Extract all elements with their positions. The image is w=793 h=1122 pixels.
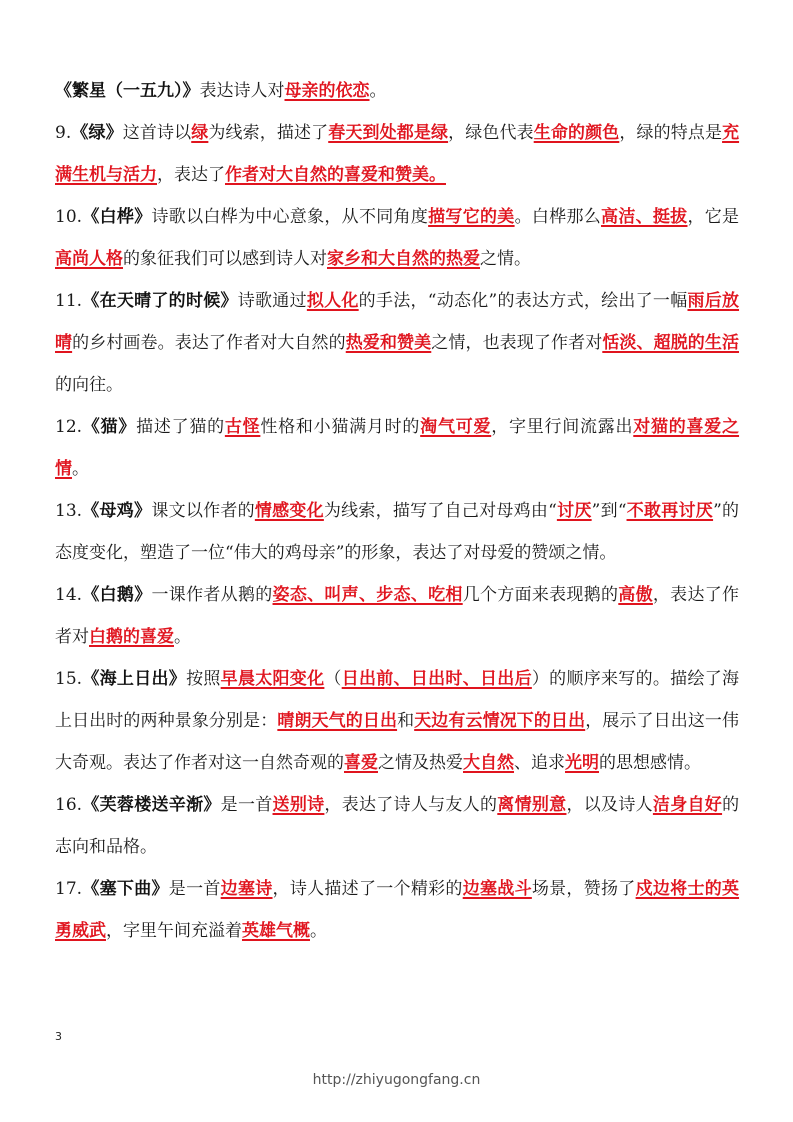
- text-segment: ”的态度变化，塑造了一位“伟大的鸡母亲”的形象，表达了对母爱的赞颂之情。: [55, 501, 740, 563]
- paragraph: [55, 490, 739, 574]
- text-segment: 。: [72, 459, 89, 479]
- text-segment: 。白桦那么: [514, 207, 602, 227]
- footer-url[interactable]: http://zhiyugongfang.cn: [312, 1072, 481, 1088]
- text-segment: ，诗人描述了一个精彩的: [272, 879, 463, 899]
- text-segment: 一课作者从鹅的: [151, 585, 273, 605]
- highlight-answer: 绿: [191, 123, 209, 143]
- text-segment: 13.: [55, 501, 83, 521]
- text-segment: 9.: [55, 123, 72, 143]
- text-segment: ，表达了: [157, 165, 225, 185]
- paragraph: [55, 574, 739, 658]
- lesson-title: 《塞下曲》: [82, 879, 169, 899]
- text-segment: 10.: [55, 207, 83, 227]
- highlight-answer: 天边有云情况下的日出: [414, 711, 586, 731]
- highlight-answer: 雨后放晴: [55, 291, 740, 353]
- text-segment: ，它是: [687, 207, 740, 227]
- lesson-title: 《白桦》: [82, 207, 152, 227]
- highlight-answer: 作者对大自然的喜爱和赞美。: [225, 165, 446, 185]
- text-segment: 、追求: [514, 753, 565, 773]
- text-segment: ，绿的特点是: [619, 123, 723, 143]
- text-segment: 。: [310, 921, 327, 941]
- text-segment: ，字里行间流露出: [491, 417, 634, 437]
- lesson-title: 《猫》: [82, 417, 137, 437]
- text-segment: 之情。: [480, 249, 531, 269]
- text-segment: 表达诗人对: [199, 81, 285, 101]
- text-segment: 几个方面来表现鹅的: [462, 585, 619, 605]
- highlight-answer: 晴朗天气的日出: [277, 711, 398, 731]
- text-segment: 描述了猫的: [136, 417, 225, 437]
- highlight-answer: 早晨太阳变化: [220, 669, 325, 689]
- text-segment: 的象征我们可以感到诗人对: [123, 249, 327, 269]
- text-segment: ，以及诗人: [566, 795, 653, 815]
- highlight-answer: 日出前、日出时、日出后: [341, 669, 532, 689]
- text-segment: 为线索，描述了: [208, 123, 329, 143]
- text-segment: 诗歌通过: [237, 291, 307, 311]
- paragraph: [55, 868, 739, 952]
- paragraph: [55, 70, 739, 112]
- text-segment: 14.: [55, 585, 83, 605]
- highlight-answer: 喜爱: [344, 753, 378, 773]
- text-segment: 是一首: [168, 879, 221, 899]
- paragraph: [55, 658, 739, 784]
- highlight-answer: 边塞诗: [220, 879, 273, 899]
- lesson-title: 《在天晴了的时候》: [82, 291, 238, 311]
- text-segment: 16.: [55, 795, 83, 815]
- highlight-answer: 描写它的美: [428, 207, 515, 227]
- text-segment: 这首诗以: [122, 123, 192, 143]
- paragraph: [55, 784, 739, 868]
- text-segment: 性格和小猫满月时的: [260, 417, 421, 437]
- text-segment: 。: [369, 81, 387, 101]
- page-number: 3: [55, 1030, 62, 1043]
- text-segment: 课文以作者的: [151, 501, 255, 521]
- highlight-answer: 不敢再讨厌: [626, 501, 714, 521]
- highlight-answer: 戍边将士的英勇威武: [55, 879, 740, 941]
- text-segment: ，表达了作者对: [55, 585, 740, 647]
- text-segment: ”到“: [591, 501, 627, 521]
- text-segment: （: [324, 669, 342, 689]
- highlight-answer: 古怪: [224, 417, 261, 437]
- paragraph: [55, 112, 739, 196]
- text-segment: 17.: [55, 879, 83, 899]
- text-segment: 15.: [55, 669, 83, 689]
- text-segment: 和: [397, 711, 415, 731]
- highlight-answer: 讨厌: [556, 501, 592, 521]
- text-segment: ，绿色代表: [448, 123, 534, 143]
- text-segment: 12.: [55, 417, 83, 437]
- highlight-answer: 高洁、挺拔: [601, 207, 688, 227]
- text-segment: 的乡村画卷。表达了作者对大自然的: [72, 333, 346, 353]
- text-segment: 的志向和品格。: [55, 795, 740, 857]
- highlight-answer: 送别诗: [272, 795, 325, 815]
- highlight-answer: 姿态、叫声、步态、吃相: [272, 585, 463, 605]
- lesson-title: 《繁星（一五九）》: [55, 81, 200, 101]
- text-segment: ，字里午间充溢着: [106, 921, 242, 941]
- text-segment: 的思想感情。: [599, 753, 701, 773]
- highlight-answer: 情感变化: [254, 501, 324, 521]
- text-segment: 的手法，“动态化”的表达方式，绘出了一幅: [358, 291, 688, 311]
- lesson-title: 《海上日出》: [82, 669, 187, 689]
- text-segment: 是一首: [220, 795, 273, 815]
- lesson-title: 《母鸡》: [82, 501, 152, 521]
- paragraph: [55, 196, 739, 280]
- text-segment: 11.: [55, 291, 83, 311]
- highlight-answer: 恬淡、超脱的生活: [602, 333, 740, 353]
- highlight-answer: 淘气可爱: [420, 417, 492, 437]
- text-segment: 按照: [186, 669, 221, 689]
- text-segment: 场景，赞扬了: [531, 879, 636, 899]
- text-segment: 诗歌以白桦为中心意象，从不同角度: [151, 207, 429, 227]
- lesson-title: 《白鹅》: [82, 585, 152, 605]
- highlight-answer: 离情别意: [497, 795, 567, 815]
- highlight-answer: 春天到处都是绿: [328, 123, 449, 143]
- highlight-answer: 拟人化: [306, 291, 359, 311]
- highlight-answer: 高傲: [618, 585, 653, 605]
- text-segment: ）的顺序来写的。描绘了海上日出时的两种景象分别是：: [55, 669, 740, 731]
- text-segment: 之情，也表现了作者对: [431, 333, 603, 353]
- lesson-title: 《芙蓉楼送辛渐》: [82, 795, 221, 815]
- highlight-answer: 母亲的依恋: [284, 81, 370, 101]
- text-segment: 为线索，描写了自己对母鸡由“: [323, 501, 557, 521]
- text-segment: ，展示了日出这一伟大奇观。表达了作者对这一自然奇观的: [55, 711, 740, 773]
- text-segment: 的向往。: [55, 375, 123, 395]
- highlight-answer: 大自然: [463, 753, 514, 773]
- highlight-answer: 高尚人格: [55, 249, 123, 269]
- highlight-answer: 对猫的喜爱之情: [55, 417, 740, 479]
- document-body: [55, 70, 739, 952]
- highlight-answer: 光明: [565, 753, 599, 773]
- highlight-answer: 热爱和赞美: [345, 333, 432, 353]
- highlight-answer: 家乡和大自然的热爱: [327, 249, 480, 269]
- lesson-title: 《绿》: [71, 123, 123, 143]
- highlight-answer: 生命的颜色: [533, 123, 620, 143]
- paragraph: [55, 280, 739, 406]
- highlight-answer: 英雄气概: [242, 921, 310, 941]
- paragraph: [55, 406, 739, 490]
- highlight-answer: 洁身自好: [652, 795, 723, 815]
- highlight-answer: 充满生机与活力: [55, 123, 740, 185]
- highlight-answer: 白鹅的喜爱: [89, 627, 174, 647]
- text-segment: 之情及热爱: [378, 753, 463, 773]
- text-segment: 。: [174, 627, 191, 647]
- highlight-answer: 边塞战斗: [462, 879, 532, 899]
- text-segment: ，表达了诗人与友人的: [324, 795, 498, 815]
